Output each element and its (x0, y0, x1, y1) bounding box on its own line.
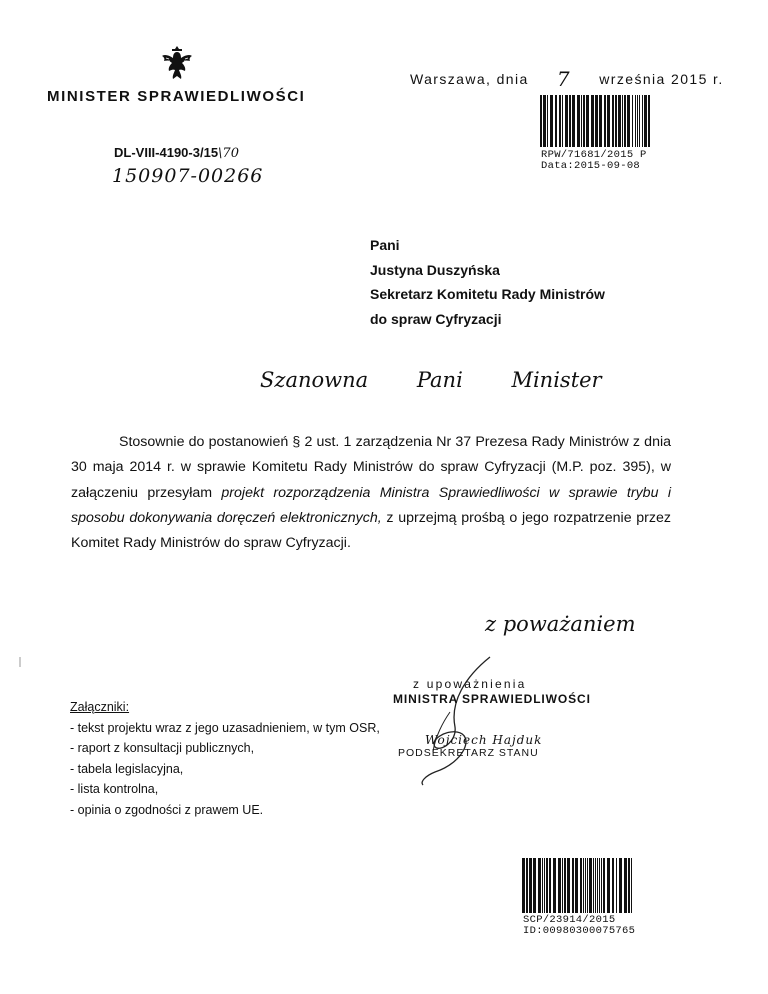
barcode-bar (644, 95, 647, 147)
barcode-bar (540, 95, 542, 147)
attachments-heading: Załączniki: (70, 700, 130, 714)
barcode-bar (581, 95, 582, 147)
barcode-top-line2: Data:2015-09-08 (541, 160, 641, 172)
attachment-item: - tekst projektu wraz z jego uzasadnieniem, w tym OSR, (70, 721, 380, 735)
barcode-bar (577, 95, 580, 147)
barcode-bar (587, 858, 588, 913)
barcode-bar (624, 95, 626, 147)
addressee-line: Justyna Duszyńska (370, 261, 500, 278)
barcode-bar (642, 95, 643, 147)
body-text-start: Stosownie do postanowień § 2 ust. 1 zarządzenia Nr 37 Prezesa Rady Ministrów z dnia 30 maja 2014 r. w sprawie Komitetu Rady Ministrów do spraw Cyfryzacji (M.P. poz. 395), w załączeniu przesyłam (71, 434, 671, 501)
barcode-bar (627, 95, 630, 147)
barcode-bar (567, 858, 570, 913)
date-prefix: Warszawa, dnia (410, 71, 529, 87)
barcode-bar (538, 858, 541, 913)
authorization-line: z upoważnienia (413, 677, 527, 691)
barcode-bar (558, 858, 561, 913)
barcode-bar (569, 95, 571, 147)
body-paragraph (71, 430, 671, 556)
barcode-bar (542, 858, 543, 913)
barcode-bar (593, 858, 594, 913)
barcode-bar (562, 858, 563, 913)
authorization-ministry: MINISTRA SPRAWIEDLIWOŚCI (393, 692, 591, 706)
barcode-bar (533, 858, 536, 913)
attachment-item: - tabela legislacyjna, (70, 761, 184, 776)
barcode-bar (564, 858, 566, 913)
margin-mark (19, 657, 21, 667)
barcode-bar (589, 858, 592, 913)
barcode-bottom-line2: ID:00980300075765 (523, 925, 636, 937)
handwritten-closing: z poważaniem (485, 612, 636, 636)
addressee-line: do spraw Cyfryzacji (370, 310, 502, 327)
barcode-bar (604, 95, 606, 147)
reference-handwritten-suffix: \70 (218, 146, 239, 161)
barcode-bottom-label (523, 915, 635, 937)
barcode-bar (565, 95, 568, 147)
barcode-bar (580, 858, 582, 913)
barcode-bar (601, 858, 602, 913)
barcode-bar (619, 858, 622, 913)
addressee-line: Sekretarz Komitetu Rady Ministrów (370, 286, 605, 302)
barcode-bottom (522, 858, 632, 913)
barcode-bar (562, 95, 563, 147)
barcode-bar (599, 95, 602, 147)
barcode-bar (543, 95, 546, 147)
barcode-bar (583, 858, 584, 913)
barcode-bar (595, 95, 598, 147)
barcode-bar (639, 95, 640, 147)
barcode-bar (529, 858, 532, 913)
barcode-bar (607, 858, 610, 913)
attachment-item: - lista kontrolna, (70, 782, 159, 797)
barcode-top-label (541, 150, 647, 172)
barcode-bar (632, 95, 633, 147)
barcode-bar (526, 858, 528, 913)
barcode-bar (544, 858, 545, 913)
barcode-bar (616, 858, 617, 913)
barcode-bar (622, 95, 623, 147)
barcode-bar (575, 858, 578, 913)
barcode-bar (607, 95, 610, 147)
barcode-bar (559, 95, 561, 147)
handwritten-salutation: Szanowna Pani Minister (260, 368, 602, 392)
handwritten-registry-number: 150907-00266 (112, 165, 264, 187)
barcode-bar (624, 858, 627, 913)
barcode-bar (583, 95, 585, 147)
barcode-bar (572, 95, 575, 147)
body-text-italic: projekt rozporządzenia Ministra Sprawiedliwości w sprawie trybu i sposobu dokonywania doręczeń elektronicznych, (71, 484, 671, 526)
barcode-bar (603, 858, 605, 913)
barcode-bar (615, 95, 617, 147)
barcode-bar (637, 95, 638, 147)
barcode-bar (612, 95, 614, 147)
handwritten-signature (395, 652, 505, 787)
body-text-end: z uprzejmą prośbą o jego rozpatrzenie przez Komitet Rady Ministrów do spraw Cyfryzacji. (71, 509, 671, 552)
barcode-bottom-line1: SCP/23914/2015 (523, 914, 616, 926)
barcode-bar (599, 858, 600, 913)
barcode-bar (635, 95, 636, 147)
barcode-bar (555, 95, 557, 147)
barcode-bar (648, 95, 650, 147)
polish-eagle-emblem-icon (160, 44, 194, 84)
addressee-line: Pani (370, 237, 400, 253)
addressee-block (370, 233, 605, 331)
handwritten-day: 7 (556, 67, 572, 91)
ministry-name: MINISTER SPRAWIEDLIWOŚCI (47, 88, 306, 105)
signatory-name: Wojciech Hajduk (425, 733, 543, 747)
barcode-bar (618, 95, 621, 147)
barcode-top (540, 95, 650, 147)
reference-number (114, 145, 239, 161)
barcode-bar (553, 858, 556, 913)
barcode-bar (550, 95, 553, 147)
letter-body (71, 430, 671, 556)
barcode-top-line1: RPW/71681/2015 P (541, 149, 647, 161)
barcode-bar (547, 95, 548, 147)
barcode-bar (595, 858, 596, 913)
barcode-bar (549, 858, 551, 913)
place-and-date (410, 65, 724, 89)
barcode-bar (585, 858, 586, 913)
signatory-title: PODSEKRETARZ STANU (398, 747, 539, 759)
date-suffix: września 2015 r. (599, 71, 724, 87)
barcode-bar (522, 858, 525, 913)
barcode-bar (591, 95, 594, 147)
barcode-bar (586, 95, 589, 147)
attachment-item: - opinia o zgodności z prawem UE. (70, 802, 264, 817)
barcode-bar (631, 858, 632, 913)
barcode-bar (628, 858, 630, 913)
barcode-bar (546, 858, 548, 913)
reference-number-text: DL-VIII-4190-3/15 (114, 145, 219, 160)
attachments-list (70, 718, 380, 820)
barcode-bar (612, 858, 614, 913)
barcode-bar (572, 858, 574, 913)
attachment-item: - raport z konsultacji publicznych, (70, 741, 255, 756)
barcode-bar (597, 858, 598, 913)
